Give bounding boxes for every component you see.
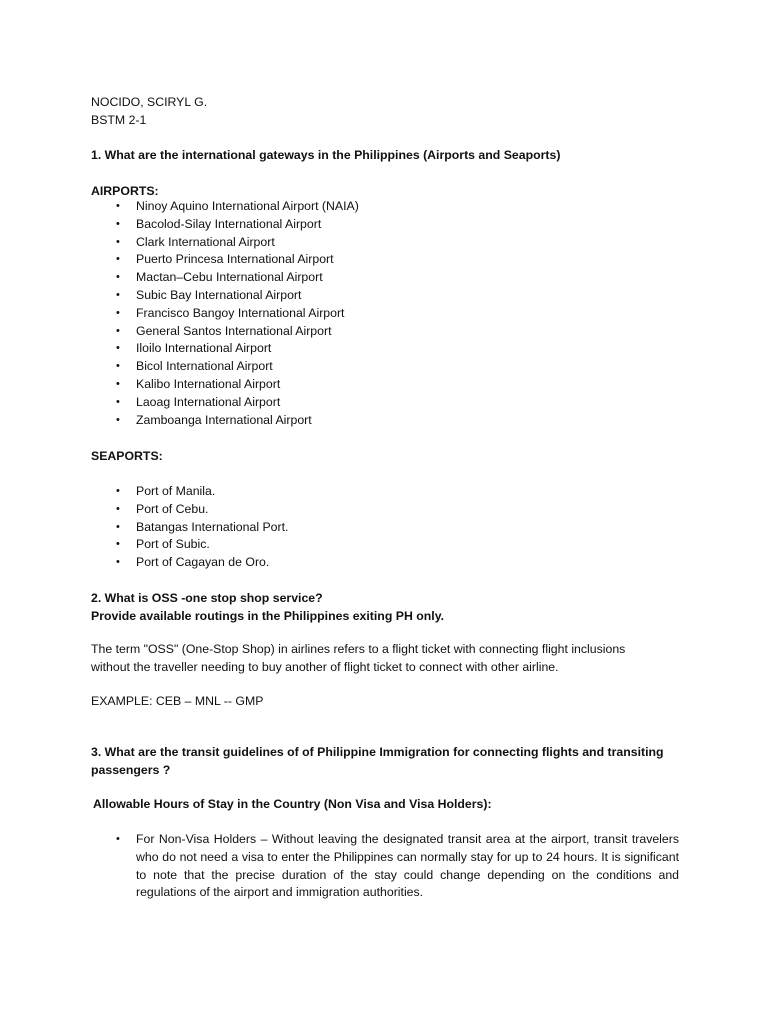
header <box>91 94 679 130</box>
list-item: • Port of Cagayan de Oro. <box>91 554 679 572</box>
seaports-list <box>91 483 679 572</box>
list-item: • Port of Subic. <box>91 536 679 554</box>
list-item: • Puerto Princesa International Airport <box>91 251 679 269</box>
bullet-icon: • <box>116 342 120 355</box>
bullet-icon: • <box>116 200 120 212</box>
question-3: 3. What are the transit guidelines of of Philippine Immigration for connecting flights and transiting passengers ? <box>91 745 664 777</box>
list-item: • Ninoy Aquino International Airport (NAIA) <box>91 198 679 216</box>
student-section: BSTM 2-1 <box>91 112 147 127</box>
list-item: • Kalibo International Airport <box>91 376 679 394</box>
list-item: • Clark International Airport <box>91 234 679 252</box>
list-item: • Bacolod-Silay International Airport <box>91 216 679 234</box>
question-2: 2. What is OSS -one stop shop service? Provide available routings in the Philippines exiting PH only. <box>91 591 445 623</box>
list-item: • General Santos International Airport <box>91 323 679 341</box>
oss-example: EXAMPLE: CEB – MNL -- GMP <box>91 694 264 708</box>
bullet-icon: • <box>116 253 120 266</box>
bullet-icon: • <box>116 413 120 426</box>
bullet-icon: • <box>116 235 120 248</box>
list-item: • Bicol International Airport <box>91 358 679 376</box>
bullet-icon: • <box>116 395 120 408</box>
list-item: • Mactan–Cebu International Airport <box>91 269 679 287</box>
student-name: NOCIDO, SCIRYL G. <box>91 95 208 109</box>
stay-subheading: Allowable Hours of Stay in the Country (Non Visa and Visa Holders): <box>93 797 492 811</box>
seaports-heading: SEAPORTS: <box>91 449 163 463</box>
bullet-icon: • <box>116 485 120 497</box>
list-item: • Francisco Bangoy International Airport <box>91 305 679 323</box>
question-1: 1. What are the international gateways in the Philippines (Airports and Seaports) <box>91 148 561 162</box>
bullet-icon: • <box>116 502 120 515</box>
list-item: • Batangas International Port. <box>91 519 679 537</box>
list-item: • Zamboanga International Airport <box>91 412 679 430</box>
list-item: • Iloilo International Airport <box>91 340 679 358</box>
list-item: • Laoag International Airport <box>91 394 679 412</box>
bullet-icon: • <box>116 538 120 551</box>
bullet-icon: • <box>116 217 120 230</box>
list-item: • Port of Manila. <box>91 483 679 501</box>
airports-list <box>91 198 679 429</box>
list-item <box>91 831 679 902</box>
bullet-icon: • <box>116 377 120 390</box>
bullet-icon: • <box>116 360 120 373</box>
bullet-icon: • <box>116 288 120 301</box>
bullet-icon: • <box>116 833 120 845</box>
non-visa-holders-text: For Non-Visa Holders – Without leaving the designated transit area at the airport, transit travelers who do not need a visa to enter the Philippines can normally stay for up to 24 hours. It is significant to note that the precise duration of the stay could change depending on the conditions and regulations of the airport and immigration authorities. <box>136 832 679 900</box>
bullet-icon: • <box>116 556 120 569</box>
airports-heading: AIRPORTS: <box>91 184 159 198</box>
list-item: • Subic Bay International Airport <box>91 287 679 305</box>
oss-definition: The term "OSS" (One-Stop Shop) in airlines refers to a flight ticket with connecting flight inclusions without the traveller needing to buy another of flight ticket to connect with other airline. <box>91 642 626 674</box>
bullet-icon: • <box>116 306 120 319</box>
list-item: • Port of Cebu. <box>91 501 679 519</box>
bullet-icon: • <box>116 520 120 533</box>
bullet-icon: • <box>116 271 120 284</box>
bullet-icon: • <box>116 324 120 337</box>
